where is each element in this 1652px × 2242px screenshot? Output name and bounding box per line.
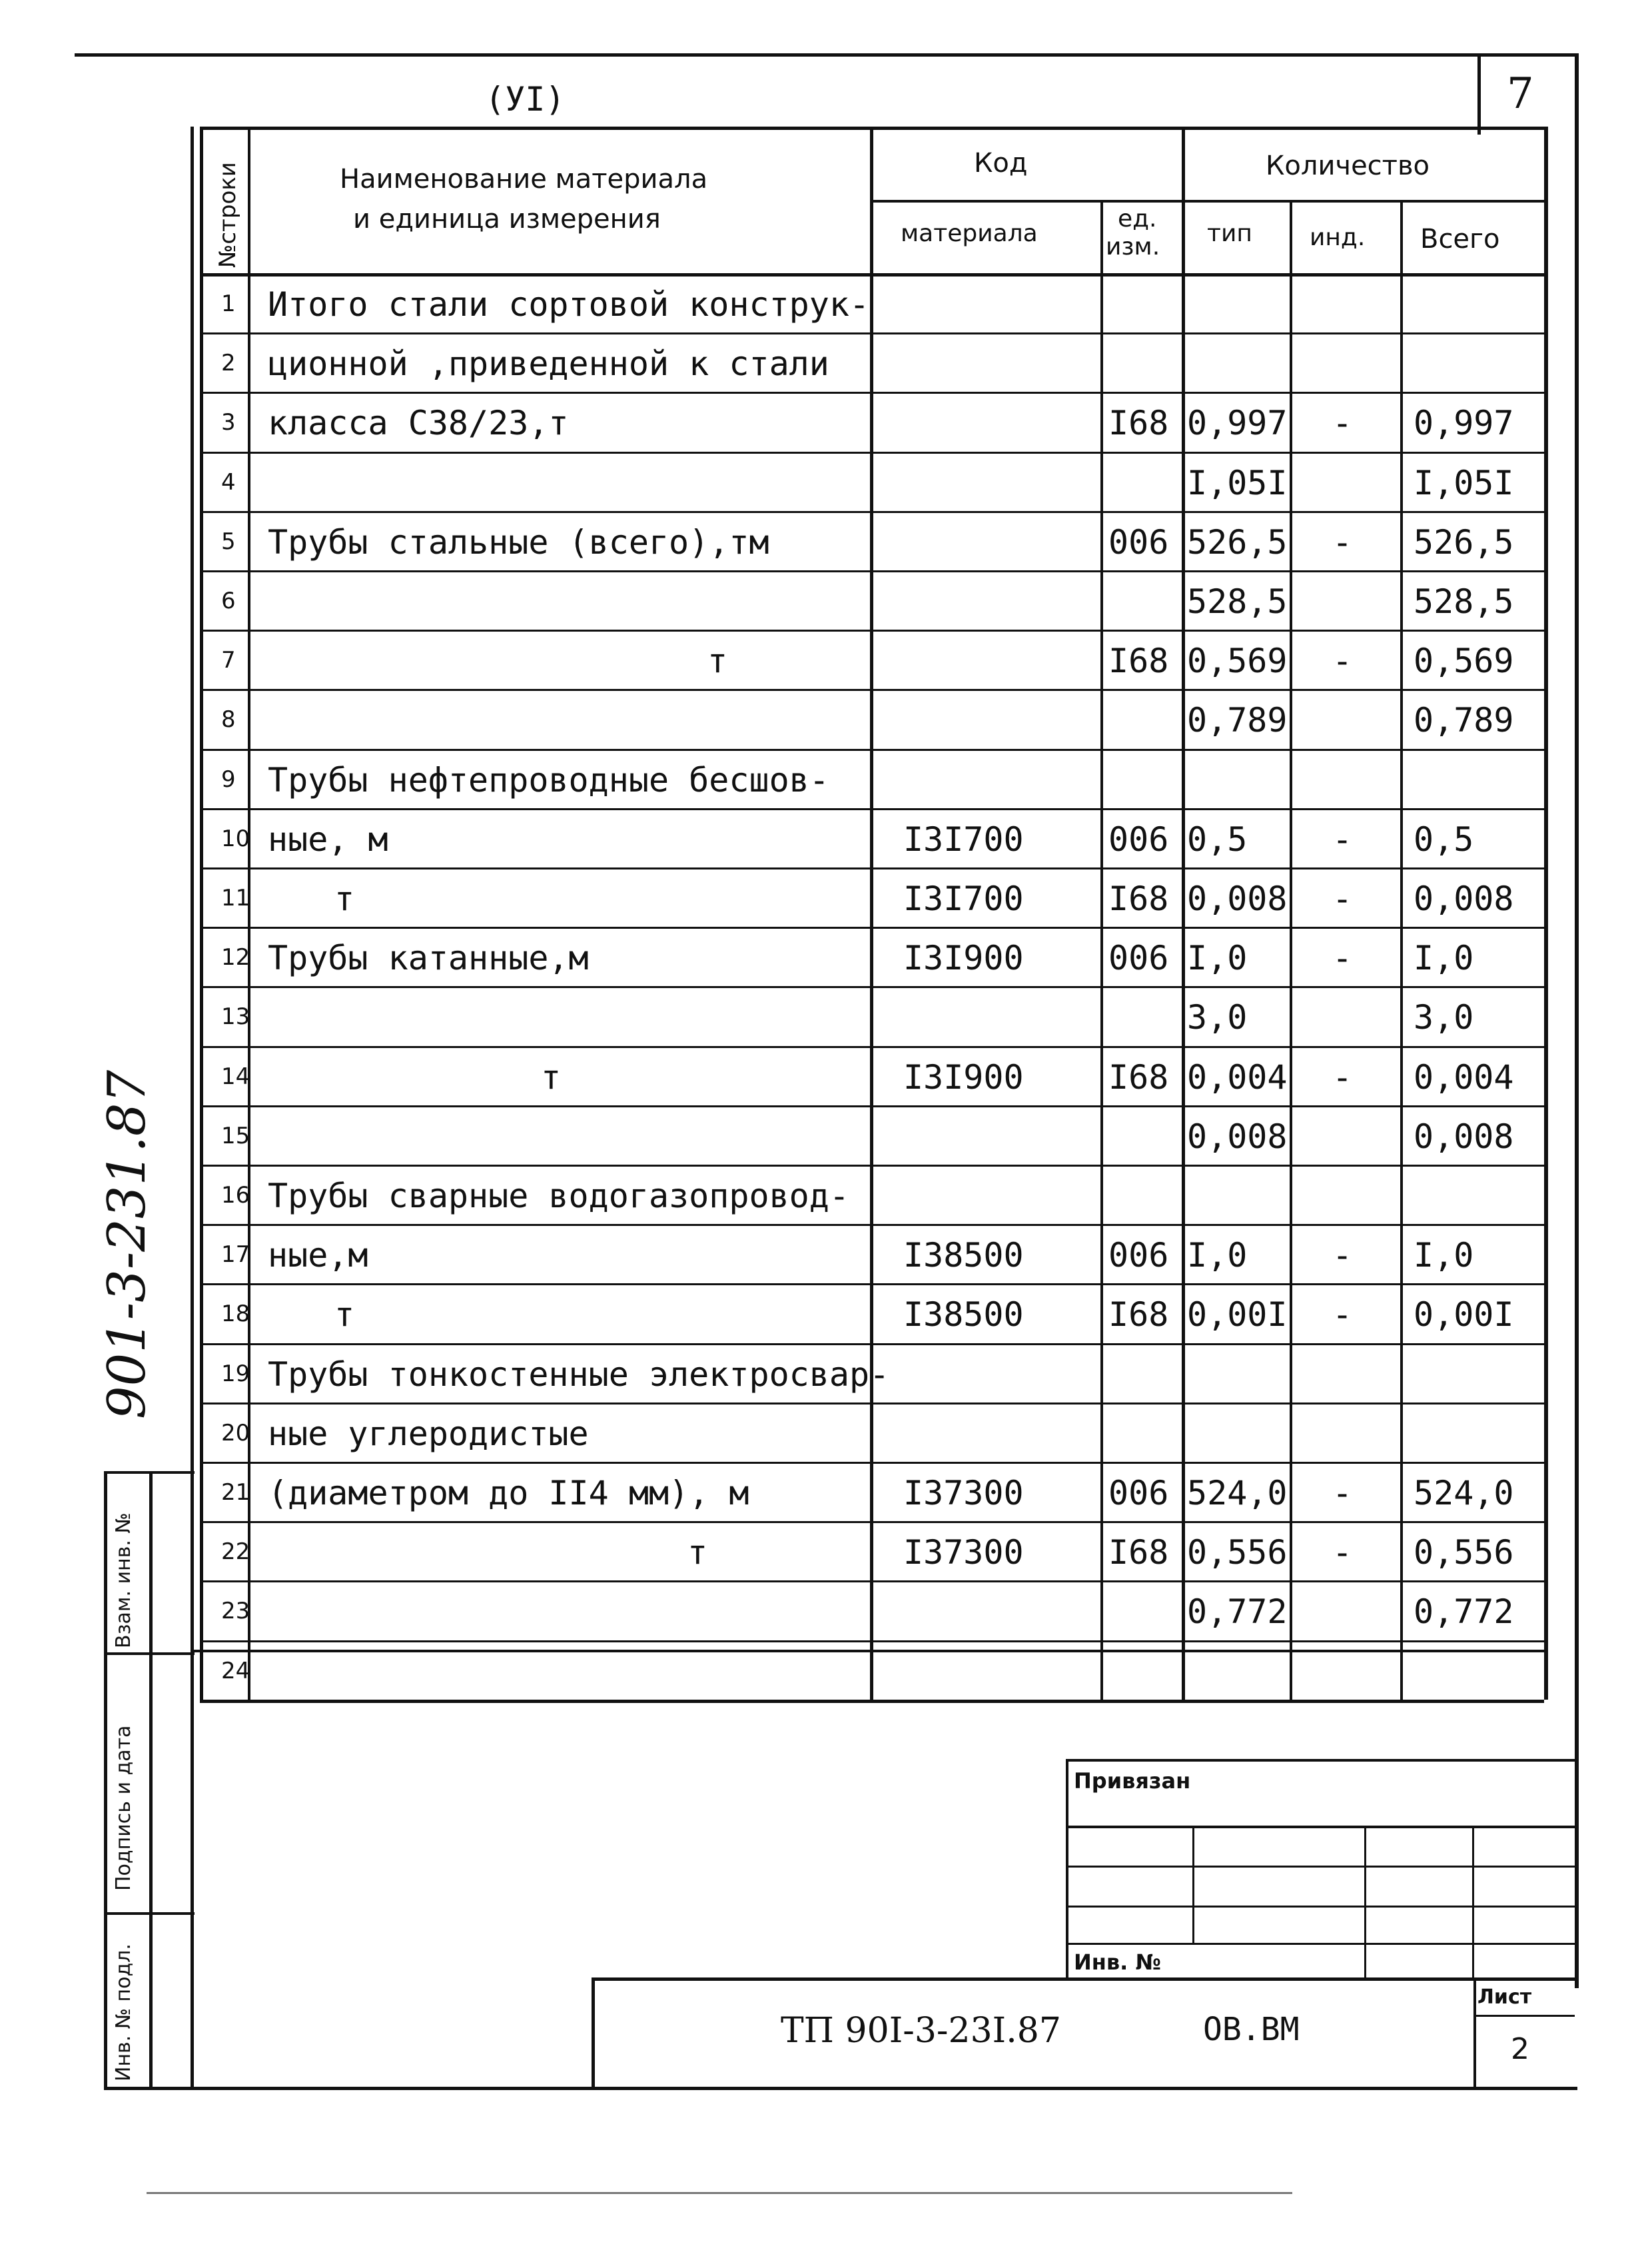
doc-mark: ОВ.ВМ — [1203, 2011, 1300, 2048]
material-name: т — [687, 1533, 708, 1572]
sheet-number: 2 — [1511, 2032, 1529, 2066]
qty-ind: - — [1332, 939, 1353, 978]
qty-total: 0,997 — [1414, 404, 1514, 443]
row-number: 17 — [221, 1241, 250, 1269]
qty-total: 528,5 — [1414, 582, 1514, 621]
row-number: 18 — [221, 1301, 250, 1328]
row-number: 15 — [221, 1122, 250, 1149]
material-name: т — [334, 879, 355, 918]
qty-total-header: Всего — [1420, 224, 1500, 255]
unit-code: 006 — [1108, 1236, 1169, 1275]
unit-code: I68 — [1108, 879, 1169, 918]
code-group-header: Код — [974, 148, 1028, 179]
material-name: т — [541, 1057, 562, 1097]
qty-type: 0,004 — [1187, 1057, 1288, 1097]
code-unit-header-line1: ед. — [1118, 205, 1157, 233]
qty-type: 0,5 — [1187, 820, 1248, 859]
qty-ind: - — [1332, 1533, 1353, 1572]
qty-type: I,0 — [1187, 1236, 1248, 1275]
qty-ind: - — [1332, 522, 1353, 562]
qty-ind: - — [1332, 1474, 1353, 1512]
sheet-label: Лист — [1477, 1985, 1532, 2009]
qty-type: 0,008 — [1187, 1117, 1288, 1156]
material-name: (диаметром до II4 мм), м — [268, 1474, 749, 1512]
stamp-top — [104, 1471, 195, 1474]
row-number: 22 — [221, 1538, 250, 1566]
qty-total: 0,789 — [1414, 701, 1514, 740]
stamp-div-1 — [104, 1652, 195, 1655]
material-code: I3I700 — [903, 879, 1024, 918]
material-name: ционной ,приведенной к стали — [268, 344, 829, 384]
stamp-outer-left — [104, 1471, 107, 2089]
qty-total: 526,5 — [1414, 522, 1514, 562]
stamp-div-2 — [104, 1912, 195, 1915]
row-number: 7 — [221, 647, 236, 674]
code-unit-header-line2: изм. — [1106, 233, 1160, 261]
stamp-vzam-inv: Взам. инв. № — [112, 1512, 135, 1648]
name-header-line1: Наименование материала — [340, 164, 708, 195]
unit-code: 006 — [1108, 820, 1169, 859]
stamp-inner-left — [149, 1471, 153, 2089]
material-name: Трубы тонкостенные электросвар- — [268, 1355, 890, 1394]
row-number: 3 — [221, 409, 236, 436]
qty-type: 0,997 — [1187, 404, 1288, 443]
material-code: I3I700 — [903, 820, 1024, 859]
material-name: ные углеродистые — [268, 1414, 589, 1453]
qty-ind: - — [1332, 879, 1353, 918]
stamp-inv-podl: Инв. № подл. — [112, 1944, 135, 2081]
unit-code: I68 — [1108, 1295, 1169, 1335]
qty-type: 526,5 — [1187, 522, 1288, 562]
row-number: 9 — [221, 766, 236, 793]
row-number: 13 — [221, 1003, 250, 1031]
unit-code: 006 — [1108, 1474, 1169, 1512]
qty-ind: - — [1332, 1057, 1353, 1097]
unit-code: I68 — [1108, 642, 1169, 681]
material-name: Трубы стальные (всего),тм — [268, 522, 769, 562]
qty-total: 0,569 — [1414, 642, 1514, 681]
doc-code-block — [592, 1977, 1579, 2089]
unit-code: 006 — [1108, 522, 1169, 562]
qty-total: 0,00I — [1414, 1295, 1514, 1335]
material-name: Итого стали сортовой конструк- — [268, 285, 870, 324]
qty-type-header: тип — [1207, 220, 1252, 247]
qty-type: I,0 — [1187, 939, 1248, 978]
qty-ind: - — [1332, 642, 1353, 681]
qty-type: 528,5 — [1187, 582, 1288, 621]
inv-no-label: Инв. № — [1074, 1950, 1161, 1975]
qty-type: 0,789 — [1187, 701, 1288, 740]
qty-type: 524,0 — [1187, 1474, 1288, 1512]
material-code: I38500 — [903, 1236, 1024, 1275]
qty-total: 0,008 — [1414, 879, 1514, 918]
page-number: 7 — [1507, 69, 1534, 119]
qty-ind-header: инд. — [1310, 224, 1366, 251]
row-number: 4 — [221, 468, 236, 496]
unit-code: 006 — [1108, 939, 1169, 978]
row-number: 24 — [221, 1657, 250, 1684]
qty-type: 0,008 — [1187, 879, 1288, 918]
side-handwritten-code: 901-3-231.87 — [97, 1069, 157, 1419]
qty-total: 0,004 — [1414, 1057, 1514, 1097]
material-name: ные, м — [268, 820, 388, 859]
unit-code: I68 — [1108, 1533, 1169, 1572]
qty-total: 3,0 — [1414, 998, 1474, 1037]
row-number: 8 — [221, 706, 236, 734]
material-name: Трубы катанные,м — [268, 939, 589, 978]
row-number: 16 — [221, 1182, 250, 1209]
material-name: т — [334, 1295, 355, 1335]
material-name: Трубы сварные водогазопровод- — [268, 1177, 849, 1215]
row-number: 1 — [221, 290, 236, 317]
material-name: Трубы нефтепроводные бесшов- — [268, 760, 829, 800]
material-name: ные,м — [268, 1236, 368, 1275]
qty-total: 0,008 — [1414, 1117, 1514, 1156]
qty-type: 3,0 — [1187, 998, 1248, 1037]
material-name: т — [707, 642, 728, 681]
material-code: I37300 — [903, 1474, 1024, 1512]
qty-ind: - — [1332, 404, 1353, 443]
privyazan-label: Привязан — [1074, 1768, 1191, 1794]
qty-ind: - — [1332, 1236, 1353, 1275]
unit-code: I68 — [1108, 1057, 1169, 1097]
qty-total: 0,772 — [1414, 1592, 1514, 1632]
row-number: 6 — [221, 588, 236, 614]
section-mark: (УI) — [485, 80, 566, 119]
qty-total: I,0 — [1414, 939, 1474, 978]
quantity-group-header: Количество — [1266, 151, 1430, 181]
qty-total: 524,0 — [1414, 1474, 1514, 1512]
qty-type: 0,569 — [1187, 642, 1288, 681]
qty-total: I,0 — [1414, 1236, 1474, 1275]
material-code: I3I900 — [903, 939, 1024, 978]
qty-type: 0,556 — [1187, 1533, 1288, 1572]
material-code: I38500 — [903, 1295, 1024, 1335]
qty-total: 0,5 — [1414, 820, 1474, 859]
material-name: класса С38/23,т — [268, 404, 569, 443]
qty-ind: - — [1332, 1295, 1353, 1335]
qty-total: 0,556 — [1414, 1533, 1514, 1572]
row-number: 10 — [221, 825, 250, 852]
row-number: 21 — [221, 1479, 250, 1506]
row-number: 14 — [221, 1063, 250, 1090]
doc-code: ТП 90I-3-23I.87 — [781, 2011, 1061, 2051]
qty-ind: - — [1332, 820, 1353, 859]
stamp-podpis-data: Подпись и дата — [112, 1725, 135, 1891]
material-code: I3I900 — [903, 1057, 1024, 1097]
row-number: 11 — [221, 885, 250, 911]
qty-type: 0,772 — [1187, 1592, 1288, 1632]
row-number: 23 — [221, 1598, 250, 1625]
row-number-header: №строки — [214, 162, 241, 268]
material-code: I37300 — [903, 1533, 1024, 1572]
row-number: 20 — [221, 1419, 250, 1446]
row-number: 2 — [221, 350, 236, 377]
row-number: 12 — [221, 944, 250, 971]
qty-type: 0,00I — [1187, 1295, 1288, 1335]
name-header-line2: и единица измерения — [353, 204, 661, 235]
qty-type: I,05I — [1187, 463, 1288, 502]
qty-total: I,05I — [1414, 463, 1514, 502]
row-number: 19 — [221, 1360, 250, 1387]
scan-artifact-line — [147, 2192, 1292, 2194]
code-material-header: материала — [901, 220, 1038, 247]
unit-code: I68 — [1108, 404, 1169, 443]
row-number: 5 — [221, 528, 236, 555]
